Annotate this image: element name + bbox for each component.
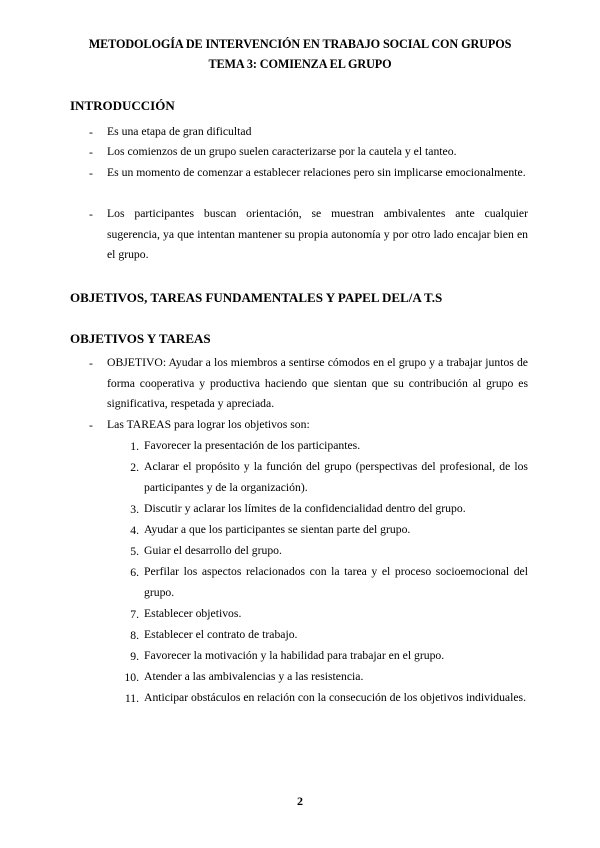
- document-subtitle: TEMA 3: COMIENZA EL GRUPO: [208, 57, 392, 71]
- list-number: 3.: [130, 503, 139, 516]
- list-number: 9.: [130, 650, 139, 663]
- list-number: 6.: [130, 566, 139, 579]
- bullet-dash: -: [89, 208, 93, 221]
- bullet-dash: -: [89, 167, 93, 180]
- task-item: Discutir y aclarar los límites de la confidencialidad dentro del grupo.: [144, 502, 466, 515]
- section-heading-objectives-and-tasks: OBJETIVOS Y TAREAS: [70, 331, 211, 346]
- list-number: 1.: [130, 440, 139, 453]
- section-heading-objectives-tasks-role: OBJETIVOS, TAREAS FUNDAMENTALES Y PAPEL DEL/A T.S: [70, 290, 443, 305]
- task-item: Establecer objetivos.: [144, 607, 242, 620]
- intro-bullet-2: Los comienzos de un grupo suelen caracterizarse por la cautela y el tanteo.: [107, 145, 457, 158]
- tasks-intro: Las TAREAS para lograr los objetivos son:: [107, 418, 310, 431]
- intro-bullet-1: Es una etapa de gran dificultad: [107, 125, 252, 138]
- intro-bullet-4: Los participantes buscan orientación, se muestran ambivalentes ante cualquier sugerencia, ya que intentan mantener su propia autonomía y por otro lado encajar bien en el grupo.: [107, 207, 528, 261]
- list-number: 4.: [130, 524, 139, 537]
- objective-paragraph: OBJETIVO: Ayudar a los miembros a sentirse cómodos en el grupo y a trabajar juntos de forma cooperativa y productiva haciendo que sientan que su contribución al grupo es significativa, respetada y apreciada.: [107, 356, 528, 410]
- task-item: Favorecer la motivación y la habilidad para trabajar en el grupo.: [144, 649, 445, 662]
- list-number: 8.: [130, 629, 139, 642]
- list-number: 2.: [130, 461, 139, 474]
- section-heading-introduction: INTRODUCCIÓN: [70, 98, 175, 113]
- page-number: 2: [297, 794, 303, 808]
- task-item: Perfilar los aspectos relacionados con la tarea y el proceso socioemocional del grupo.: [144, 565, 528, 599]
- document-title: METODOLOGÍA DE INTERVENCIÓN EN TRABAJO SOCIAL CON GRUPOS: [88, 37, 512, 51]
- task-item: Atender a las ambivalencias y a las resistencia.: [144, 670, 364, 683]
- list-number: 11.: [124, 692, 139, 705]
- list-number: 7.: [130, 608, 139, 621]
- task-item: Ayudar a que los participantes se sientan parte del grupo.: [144, 523, 411, 536]
- intro-bullet-3: Es un momento de comenzar a establecer relaciones pero sin implicarse emocionalmente.: [107, 166, 526, 179]
- list-number: 10.: [124, 671, 139, 684]
- list-number: 5.: [130, 545, 139, 558]
- bullet-dash: -: [89, 419, 93, 432]
- task-item: Anticipar obstáculos en relación con la consecución de los objetivos individuales.: [144, 691, 527, 704]
- task-item: Favorecer la presentación de los participantes.: [144, 439, 361, 452]
- bullet-dash: -: [89, 146, 93, 159]
- task-item: Establecer el contrato de trabajo.: [144, 628, 298, 641]
- bullet-dash: -: [89, 126, 93, 139]
- bullet-dash: -: [89, 357, 93, 370]
- task-item: Aclarar el propósito y la función del grupo (perspectivas del profesional, de los participantes y de la organización).: [144, 460, 528, 494]
- task-item: Guiar el desarrollo del grupo.: [144, 544, 282, 557]
